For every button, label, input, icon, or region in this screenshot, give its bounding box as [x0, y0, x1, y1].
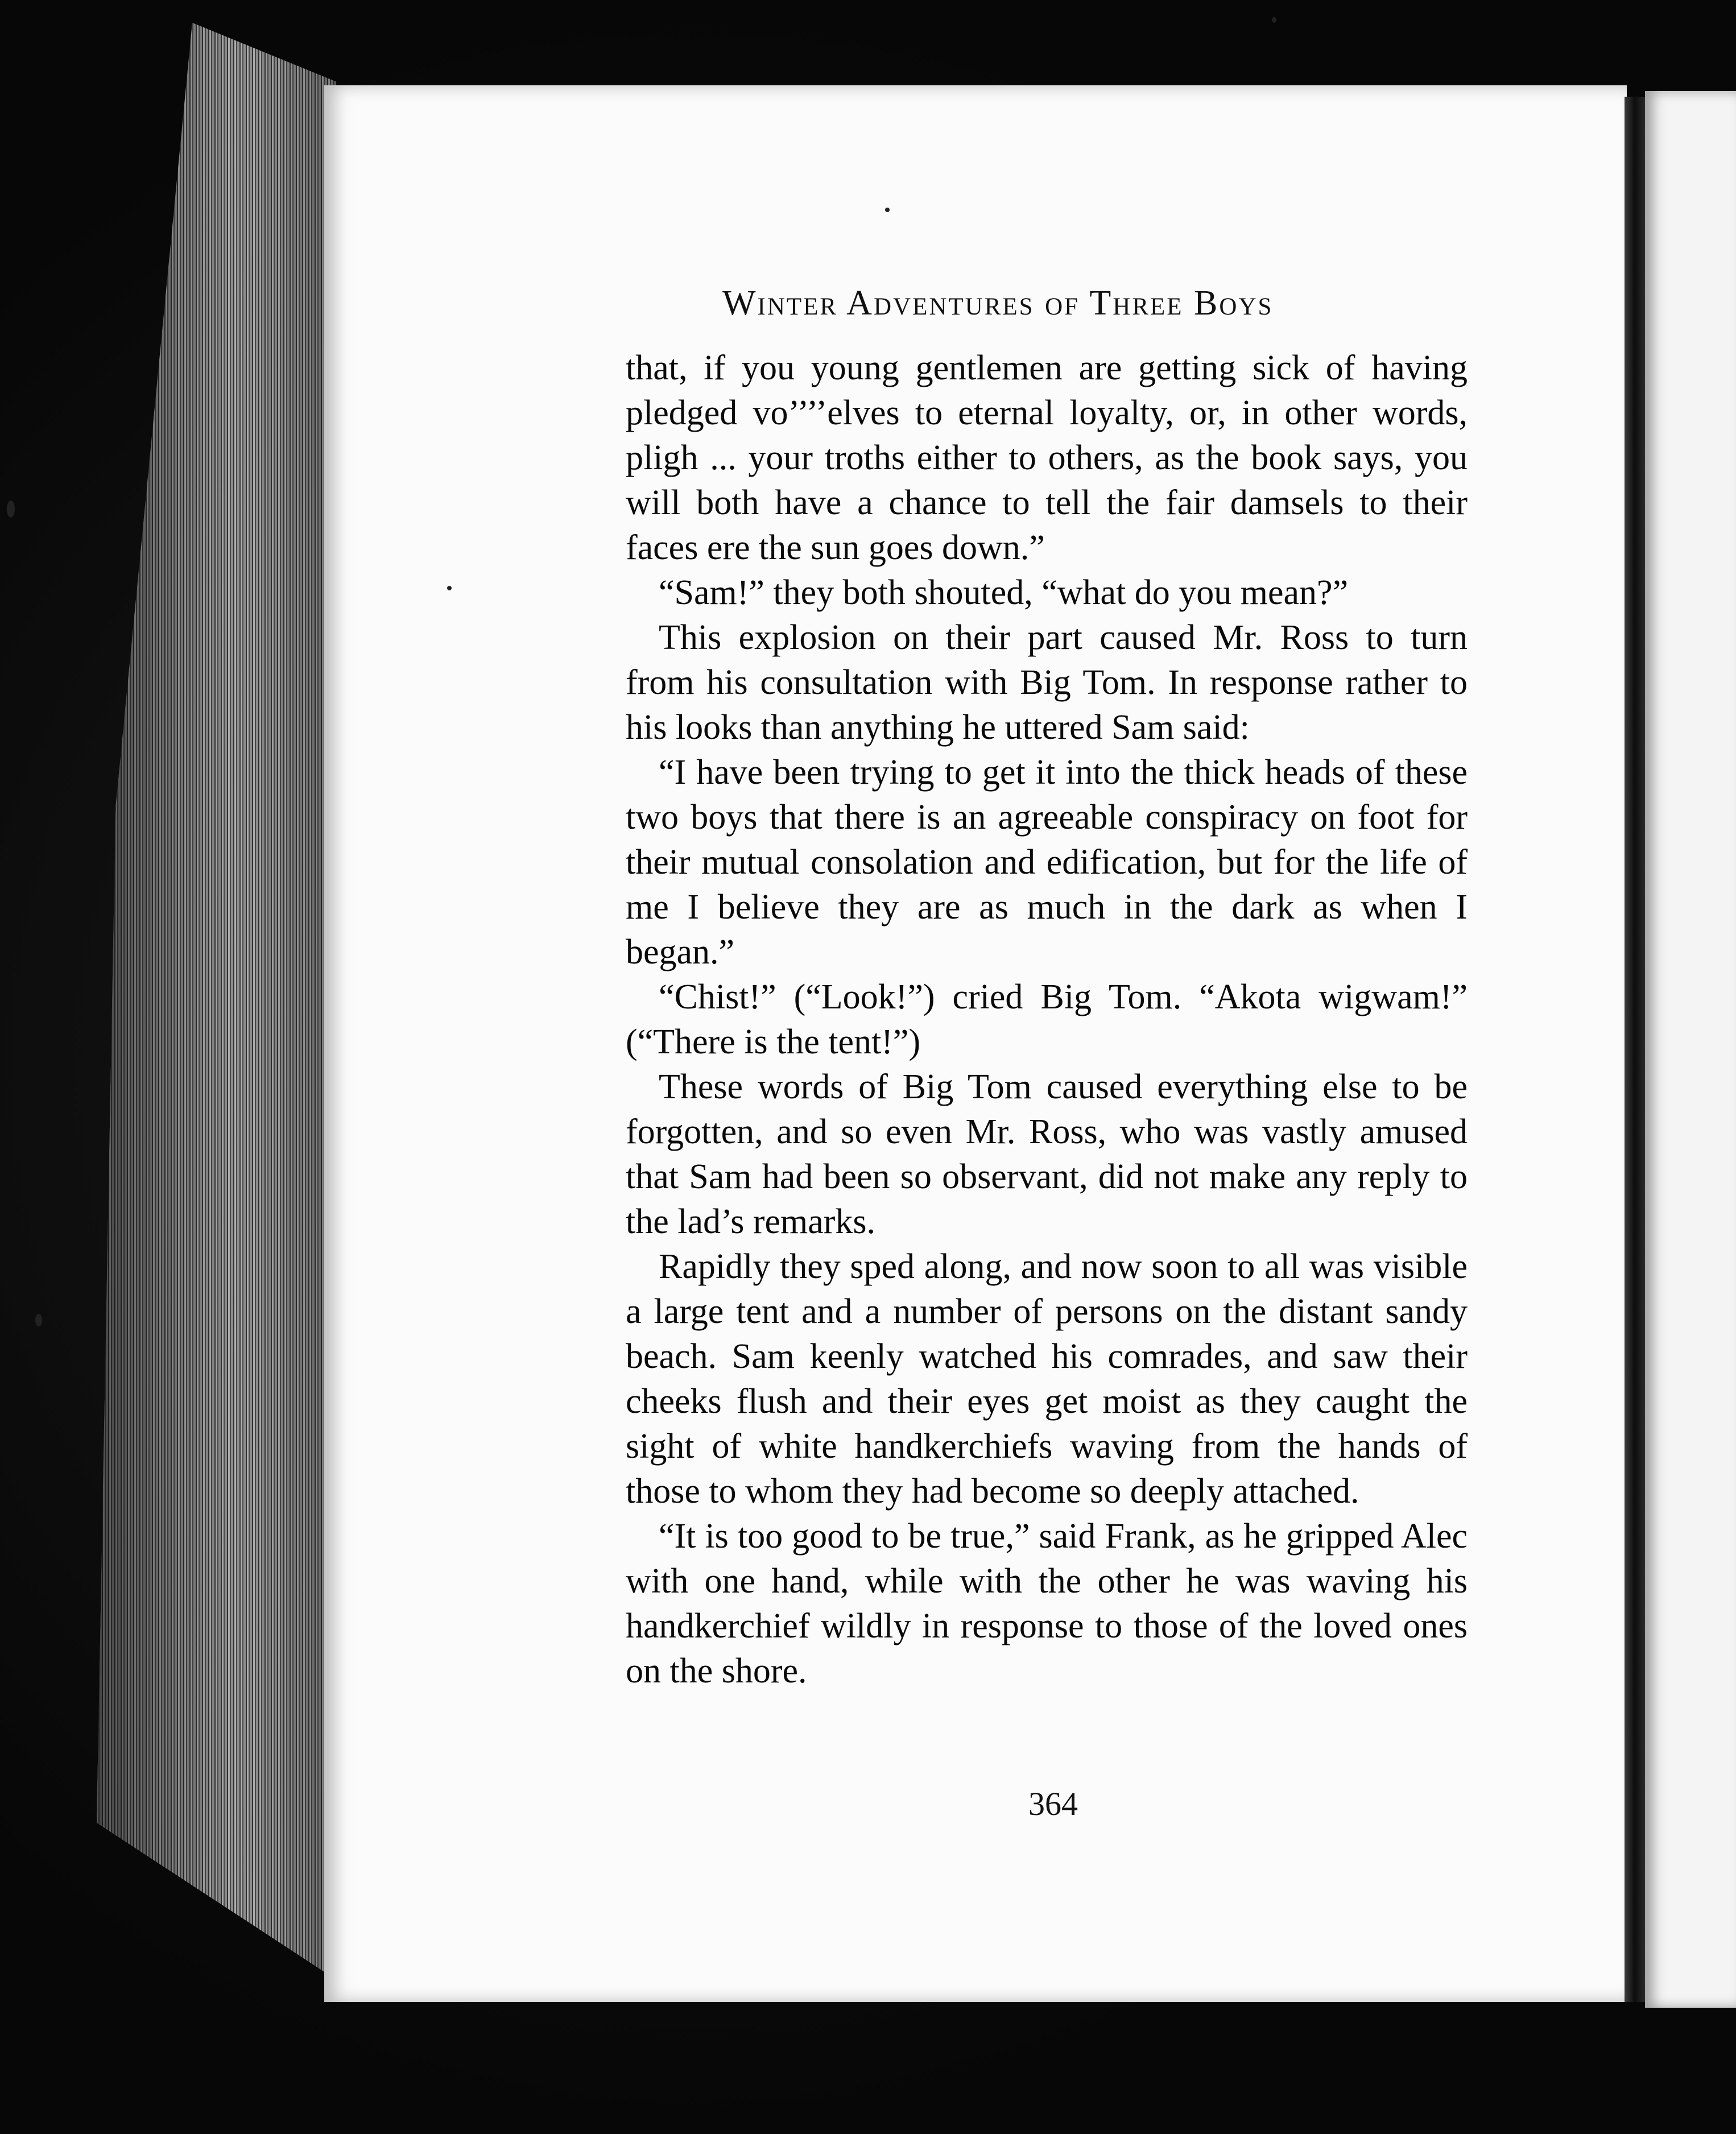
paragraph: that, if you young gentlemen are getting sick of having pledged vo’’’’elves to eternal loyalty, or, in other words, pligh ... your troths either to others, as the book says, you will both have a chance to tell the fair damsels to their faces ere the sun goes down.” — [626, 349, 1468, 567]
page-number: 364 — [1028, 1785, 1078, 1822]
body-text — [626, 346, 1468, 1694]
paragraph: “Sam!” they both shouted, “what do you mean?” — [659, 573, 1349, 612]
facing-page-edge — [1645, 91, 1736, 2008]
paragraph: “It is too good to be true,” said Frank, as he gripped Alec with one hand, while with the other he was waving his handkerchief wildly in response to those of the loved ones on the shore. — [626, 1517, 1468, 1690]
paragraph: “Chist!” (“Look!”) cried Big Tom. “Akota wigwam!” (“There is the tent!”) — [626, 978, 1468, 1061]
scan-speck — [885, 208, 890, 212]
paragraph: “I have been trying to get it into the thick heads of these two boys that there is an agreeable conspiracy on foot for their mutual consolation and edification, but for the life of me I believe they are as much in the dark as when I began.” — [626, 753, 1468, 971]
scan-speck — [447, 586, 452, 590]
scan-speck — [1272, 17, 1276, 23]
running-head: Winter Adventures of Three Boys — [722, 284, 1274, 322]
book-spine-gutter — [1625, 97, 1645, 2002]
paragraph: Rapidly they sped along, and now soon to all was visible a large tent and a number of persons on the distant sandy beach. Sam keenly watched his comrades, and saw their cheeks flush and their eyes get moist as they caught the sight of white handkerchiefs waving from the hands of those to whom they had become so deeply attached. — [626, 1247, 1468, 1511]
paragraph: These words of Big Tom caused everything else to be forgotten, and so even Mr. Ross, who was vastly amused that Sam had been so observant, did not make any reply to the lad’s remarks. — [626, 1068, 1468, 1241]
scan-speck — [7, 501, 15, 518]
paragraph: This explosion on their part caused Mr. Ross to turn from his consultation with Big Tom. In response rather to his looks than anything he uttered Sam said: — [626, 618, 1468, 747]
scan-speck — [35, 1314, 42, 1326]
